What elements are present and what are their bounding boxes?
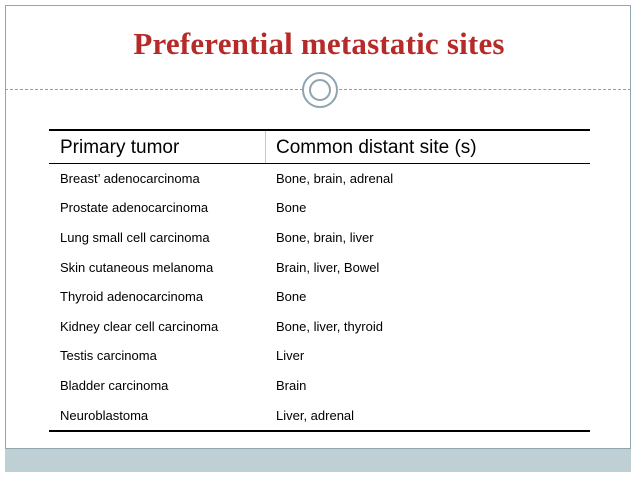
table-row [49,342,590,372]
distant-site-cell: Brain, liver, Bowel [276,259,380,275]
slide-title: Preferential metastatic sites [133,26,505,61]
primary-tumor-cell: Testis carcinoma [60,348,157,364]
header-primary-tumor: Primary tumor [60,137,180,158]
table-row [49,401,590,431]
table-header-row [49,131,590,164]
distant-site-cell: Liver, adrenal [276,407,355,423]
table-row [49,282,590,312]
primary-tumor-cell: Skin cutaneous melanoma [60,259,214,275]
title-divider-left [5,89,303,90]
title-divider-right [339,89,631,90]
metastatic-sites-table [49,129,590,432]
table-row [49,371,590,401]
primary-tumor-cell: Neuroblastoma [60,407,149,423]
primary-tumor-cell: Lung small cell carcinoma [60,229,210,245]
table-row [49,164,590,194]
primary-tumor-cell: Prostate adenocarcinoma [60,200,209,216]
header-cell-site [266,131,590,163]
table-row [49,312,590,342]
distant-site-cell: Liver [276,348,305,364]
header-cell-primary [49,131,266,163]
divider-ring-icon [302,72,338,108]
primary-tumor-cell: Bladder carcinoma [60,377,169,393]
distant-site-cell: Bone [276,200,307,216]
footer-band [5,448,631,472]
distant-site-cell: Bone, liver, thyroid [276,318,383,334]
primary-tumor-cell: Breast’ adenocarcinoma [60,170,200,186]
divider-ring-inner [309,79,331,101]
primary-tumor-cell: Kidney clear cell carcinoma [60,318,219,334]
table-row [49,194,590,224]
table-row [49,223,590,253]
primary-tumor-cell: Thyroid adenocarcinoma [60,289,204,305]
distant-site-cell: Brain [276,377,307,393]
distant-site-cell: Bone, brain, liver [276,229,374,245]
table-row [49,253,590,283]
distant-site-cell: Bone [276,289,307,305]
header-common-distant-site: Common distant site (s) [276,137,477,158]
distant-site-cell: Bone, brain, adrenal [276,170,394,186]
